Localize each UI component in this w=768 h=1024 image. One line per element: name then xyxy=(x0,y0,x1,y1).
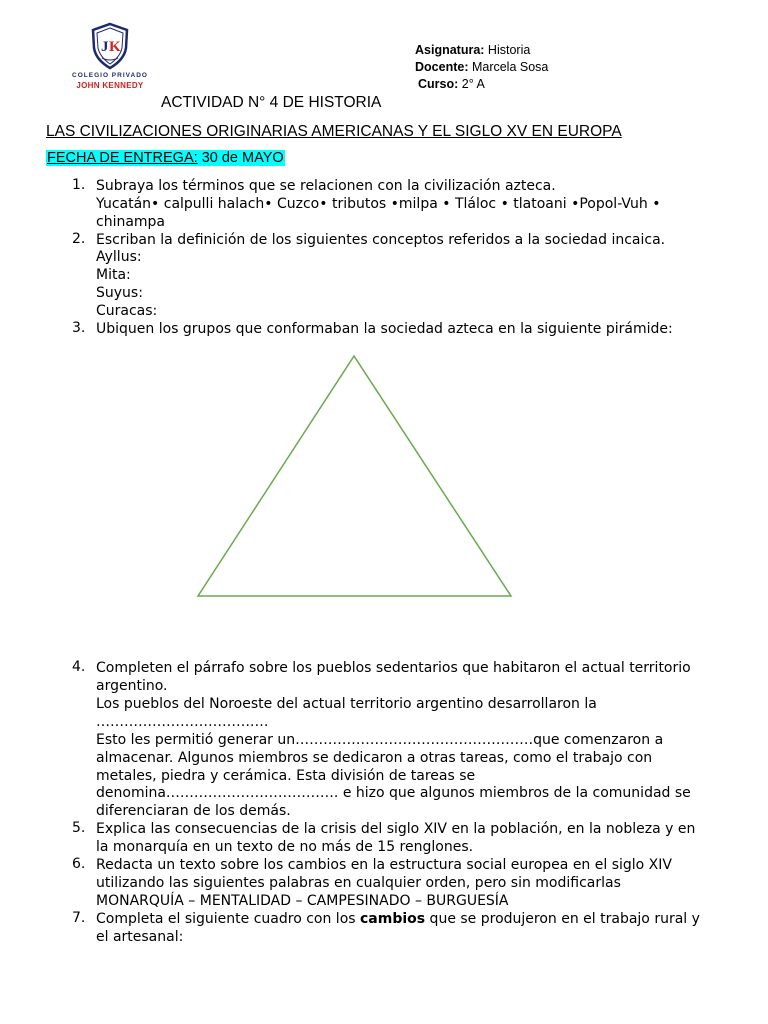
shield-icon xyxy=(90,22,130,70)
item-2-line: Suyus: xyxy=(96,285,143,301)
deadline-label: FECHA DE ENTREGA: xyxy=(47,150,198,166)
item-4-line: almacenar. Algunos miembros se dedicaron a otras tareas, como el trabajo con xyxy=(96,750,653,766)
teacher-value: Marcela Sosa xyxy=(468,60,549,74)
pyramid-triangle xyxy=(195,352,517,602)
course-value: 2° A xyxy=(458,77,485,91)
item-1-line: Subraya los términos que se relacionen con la civilización azteca. xyxy=(96,178,556,194)
item-4-line: …………………………….… xyxy=(96,714,269,730)
page-subtitle: LAS CIVILIZACIONES ORIGINARIAS AMERICANAS Y EL SIGLO XV EN EUROPA xyxy=(46,123,622,140)
logo-text-top: COLEGIO PRIVADO xyxy=(72,72,148,79)
subject-line xyxy=(415,43,530,57)
item-number: 2. xyxy=(72,231,86,247)
subject-value: Historia xyxy=(484,43,531,57)
item-number: 3. xyxy=(72,320,86,336)
subject-label: Asignatura: xyxy=(415,43,485,57)
item-7-bold-word: cambios xyxy=(360,911,426,927)
item-5-line: la monarquía en un texto de no más de 15 renglones. xyxy=(96,839,474,855)
deadline xyxy=(46,150,285,166)
teacher-line xyxy=(415,60,548,74)
item-7-text: Completa el siguiente cuadro con los xyxy=(96,911,360,927)
item-6-line: utilizando las siguientes palabras en cualquier orden, pero sin modificarlas xyxy=(96,875,621,891)
item-4-line: argentino. xyxy=(96,678,168,694)
school-logo xyxy=(66,22,154,92)
item-2-line: Mita: xyxy=(96,267,131,283)
item-number: 4. xyxy=(72,659,86,675)
teacher-label: Docente: xyxy=(415,60,469,74)
item-4-line: metales, piedra y cerámica. Esta división de tareas se xyxy=(96,768,476,784)
item-number: 1. xyxy=(72,177,86,193)
svg-text:J: J xyxy=(101,39,109,55)
item-5-line: Explica las consecuencias de la crisis del siglo XIV en la población, en la nobleza y en xyxy=(96,821,696,837)
item-number: 5. xyxy=(72,820,86,836)
item-7-line xyxy=(96,910,700,928)
item-4-line: Completen el párrafo sobre los pueblos sedentarios que habitaron el actual territorio xyxy=(96,660,691,676)
item-2-line: Escriban la definición de los siguientes conceptos referidos a la sociedad incaica. xyxy=(96,232,666,248)
course-label: Curso: xyxy=(418,77,459,91)
item-4-line: Esto les permitió generar un……………………………………………que comenzaron a xyxy=(96,732,664,748)
item-2-line: Ayllus: xyxy=(96,249,142,265)
item-4-line: diferenciaran de los demás. xyxy=(96,803,291,819)
item-number: 7. xyxy=(72,910,86,926)
item-4-line: denomina………………………………. e hizo que algunos miembros de la comunidad se xyxy=(96,785,691,801)
item-7-line: el artesanal: xyxy=(96,929,184,945)
logo-text-bottom: JOHN KENNEDY xyxy=(76,81,144,90)
item-3-line: Ubiquen los grupos que conformaban la sociedad azteca en la siguiente pirámide: xyxy=(96,321,673,337)
item-1-line: chinampa xyxy=(96,214,166,230)
item-7-text: que se produjeron en el trabajo rural y xyxy=(425,911,700,927)
course-line xyxy=(418,77,485,91)
page-title: ACTIVIDAD N° 4 DE HISTORIA xyxy=(161,94,382,111)
item-6-line: MONARQUÍA – MENTALIDAD – CAMPESINADO – BURGUESÍA xyxy=(96,893,509,909)
item-6-line: Redacta un texto sobre los cambios en la estructura social europea en el siglo XIV xyxy=(96,857,672,873)
item-2-line: Curacas: xyxy=(96,303,158,319)
item-4-line: Los pueblos del Noroeste del actual territorio argentino desarrollaron la xyxy=(96,696,597,712)
item-1-line: Yucatán• calpulli halach• Cuzco• tributos •milpa • Tláloc • tlatoani •Popol-Vuh • xyxy=(96,196,661,212)
item-number: 6. xyxy=(72,856,86,872)
deadline-value: 30 de MAYO xyxy=(197,150,284,166)
svg-text:K: K xyxy=(109,39,121,55)
